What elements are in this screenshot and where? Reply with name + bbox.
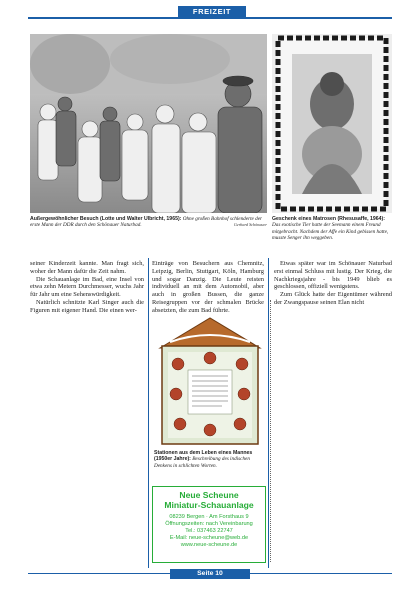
ad-email: E-Mail: neue-scheune@web.de <box>169 535 249 542</box>
photo-ulbricht-caption <box>30 216 267 229</box>
header-rule <box>28 17 392 19</box>
page-number: Seite 10 <box>170 569 250 579</box>
poster-image <box>156 314 264 446</box>
photo-credit: Gerhard Schönauer <box>233 222 267 228</box>
article-paragraph: Die Schauanlage im Bad, eine Insel von etwa zehn Metern Durchmesser, wuchs Jahr für Jahr um eine Sehenswürdigkeit. <box>30 275 144 299</box>
photo-monkey-caption-bold: Geschenk eines Matrosen (Rhesusaffe, 1964): <box>272 216 386 222</box>
article-paragraph: Natürlich schnitzte Karl Singer auch die Figuren mit eigener Hand. Die einen wer- <box>30 298 144 314</box>
poster-caption <box>154 450 264 469</box>
article-column-3 <box>274 260 392 307</box>
photo-monkey-caption <box>272 216 392 242</box>
article-paragraph: Zum Glück hatte der Eigentümer während der Zwangspause seinen Elan nicht <box>274 291 392 306</box>
photo-ulbricht-visit-image <box>30 34 267 213</box>
article-paragraph: Etwas später war im Schönauer Naturbad erst einmal Schluss mit lustig. Der Krieg, die Nachkriegsjahre - bis 1949 blieb es geschlossen, offiziell wenigstens. <box>274 260 392 291</box>
column-rule-right <box>268 258 269 568</box>
ad-hours: Öffnungszeiten: nach Vereinbarung <box>165 520 253 527</box>
poster-illustration <box>156 314 264 446</box>
photo-monkey-image <box>272 34 392 213</box>
poster-caption-bold: Stationen aus dem Leben eines Mannes (1950er Jahre): <box>154 450 253 463</box>
article-column-2 <box>152 260 264 315</box>
ad-phone: Tel.: 037463 22747 <box>185 528 233 534</box>
photo-monkey <box>272 34 392 213</box>
column-rule-left <box>148 258 149 568</box>
ad-title-line1: Neue Scheune <box>179 490 239 500</box>
photo-ulbricht-visit <box>30 34 267 213</box>
photo-ulbricht-caption-bold: Außergewöhnlicher Besuch (Lotte und Walter Ulbricht, 1965): <box>30 216 182 222</box>
article-column-1 <box>30 260 144 315</box>
section-header: FREIZEIT <box>178 6 246 17</box>
advertisement-box <box>152 486 266 563</box>
article-paragraph: Einträge von Besuchern aus Chemnitz, Leipzig, Berlin, Stuttgart, Köln, Hamburg und sogar Danzig. Die Leute reisten individuell an mit dem Automobil, aber auch in großen Bussen, die ganze Reisegruppen vor der schmalen Brücke absetzten, die zum Bad führte. <box>152 260 264 314</box>
poster-caption-text: Beschreibung des indischen Denkens in schlichten Worten. <box>154 456 250 469</box>
article-paragraph: seiner Kinderzeit kannte. Man fragt sich, woher der Mann dafür die Zeit nahm. <box>30 260 144 275</box>
ad-address: 08239 Bergen · Am Forsthaus 9 <box>169 513 249 520</box>
photo-monkey-caption-text: Das exotische Tier hatte der Seemann einem Freund mitgebracht. Nachdem der Affe ein Kind gebissen hatte, musste Senger ihn weggeben. <box>272 222 389 242</box>
ad-website: www.neue-scheune.de <box>180 542 238 549</box>
photo-ulbricht-caption-text: Ohne großen Bahnhof schlenderte der erste Mann der DDR durch den Schönauer Naturbad. <box>30 216 263 229</box>
ad-title-line2: Miniatur-Schauanlage <box>164 499 254 510</box>
column-dotted-rule <box>270 300 271 562</box>
